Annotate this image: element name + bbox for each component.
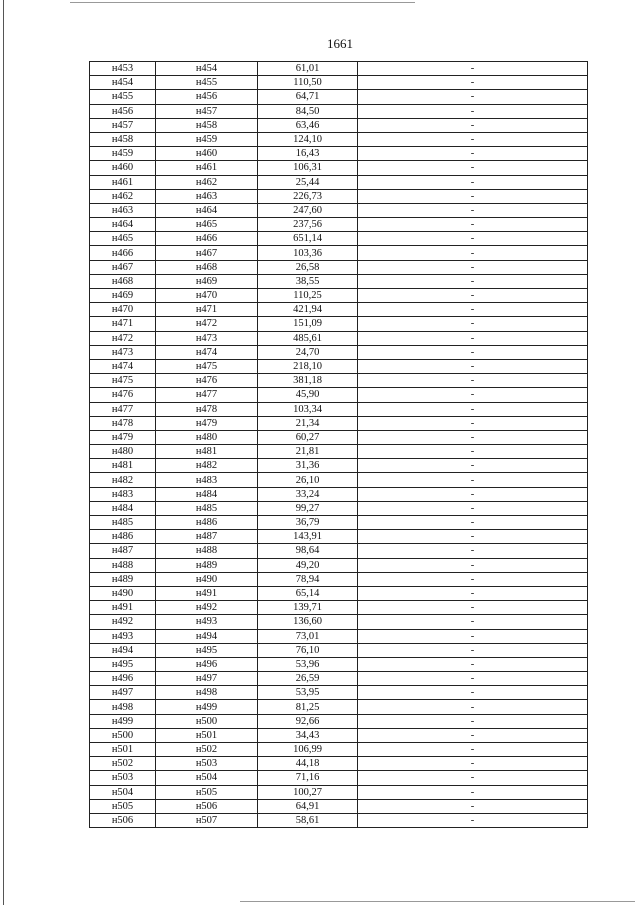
distance-cell: 84,50 [258, 104, 358, 118]
note-cell: - [358, 473, 588, 487]
note-cell: - [358, 260, 588, 274]
point-from-cell: н479 [90, 430, 156, 444]
distance-cell: 218,10 [258, 359, 358, 373]
distance-cell: 76,10 [258, 643, 358, 657]
point-from-cell: н466 [90, 246, 156, 260]
table-row [90, 147, 588, 161]
point-to-cell: н479 [156, 416, 258, 430]
note-cell: - [358, 743, 588, 757]
table-row [90, 615, 588, 629]
point-from-cell: н499 [90, 714, 156, 728]
point-from-cell: н505 [90, 799, 156, 813]
point-to-cell: н482 [156, 459, 258, 473]
note-cell: - [358, 189, 588, 203]
point-from-cell: н473 [90, 345, 156, 359]
distance-cell: 485,61 [258, 331, 358, 345]
distance-cell: 110,50 [258, 76, 358, 90]
note-cell: - [358, 714, 588, 728]
distance-cell: 81,25 [258, 700, 358, 714]
table-row [90, 132, 588, 146]
distance-cell: 421,94 [258, 303, 358, 317]
distance-cell: 100,27 [258, 785, 358, 799]
table-row [90, 572, 588, 586]
point-to-cell: н507 [156, 813, 258, 827]
note-cell: - [358, 232, 588, 246]
note-cell: - [358, 374, 588, 388]
point-to-cell: н477 [156, 388, 258, 402]
point-from-cell: н456 [90, 104, 156, 118]
table-row [90, 388, 588, 402]
note-cell: - [358, 487, 588, 501]
distance-cell: 24,70 [258, 345, 358, 359]
distance-cell: 36,79 [258, 516, 358, 530]
table-row [90, 218, 588, 232]
point-to-cell: н478 [156, 402, 258, 416]
point-from-cell: н487 [90, 544, 156, 558]
point-from-cell: н496 [90, 672, 156, 686]
point-to-cell: н506 [156, 799, 258, 813]
note-cell: - [358, 672, 588, 686]
scan-top-rule [70, 2, 415, 3]
distance-cell: 49,20 [258, 558, 358, 572]
point-from-cell: н471 [90, 317, 156, 331]
point-to-cell: н493 [156, 615, 258, 629]
point-to-cell: н485 [156, 501, 258, 515]
distance-cell: 65,14 [258, 586, 358, 600]
distance-cell: 71,16 [258, 771, 358, 785]
point-from-cell: н464 [90, 218, 156, 232]
point-from-cell: н467 [90, 260, 156, 274]
point-from-cell: н459 [90, 147, 156, 161]
distance-cell: 38,55 [258, 274, 358, 288]
note-cell: - [358, 728, 588, 742]
note-cell: - [358, 331, 588, 345]
table-row [90, 487, 588, 501]
point-to-cell: н500 [156, 714, 258, 728]
distance-cell: 92,66 [258, 714, 358, 728]
distance-cell: 78,94 [258, 572, 358, 586]
point-from-cell: н500 [90, 728, 156, 742]
note-cell: - [358, 643, 588, 657]
point-from-cell: н476 [90, 388, 156, 402]
point-from-cell: н494 [90, 643, 156, 657]
note-cell: - [358, 203, 588, 217]
point-to-cell: н455 [156, 76, 258, 90]
note-cell: - [358, 359, 588, 373]
point-from-cell: н472 [90, 331, 156, 345]
distance-cell: 26,59 [258, 672, 358, 686]
note-cell: - [358, 516, 588, 530]
distance-cell: 151,09 [258, 317, 358, 331]
point-to-cell: н498 [156, 686, 258, 700]
point-from-cell: н477 [90, 402, 156, 416]
note-cell: - [358, 90, 588, 104]
point-to-cell: н480 [156, 430, 258, 444]
note-cell: - [358, 132, 588, 146]
note-cell: - [358, 799, 588, 813]
point-from-cell: н492 [90, 615, 156, 629]
table-row [90, 700, 588, 714]
table-row [90, 203, 588, 217]
table-row [90, 374, 588, 388]
point-to-cell: н491 [156, 586, 258, 600]
note-cell: - [358, 445, 588, 459]
distance-cell: 33,24 [258, 487, 358, 501]
scan-bottom-rule [240, 901, 635, 902]
point-from-cell: н474 [90, 359, 156, 373]
note-cell: - [358, 161, 588, 175]
note-cell: - [358, 416, 588, 430]
distance-cell: 98,64 [258, 544, 358, 558]
point-from-cell: н462 [90, 189, 156, 203]
distance-cell: 60,27 [258, 430, 358, 444]
table-row [90, 189, 588, 203]
distance-cell: 73,01 [258, 629, 358, 643]
point-to-cell: н475 [156, 359, 258, 373]
point-to-cell: н465 [156, 218, 258, 232]
table-row [90, 62, 588, 76]
table-row [90, 757, 588, 771]
table-row [90, 785, 588, 799]
distance-cell: 53,96 [258, 657, 358, 671]
note-cell: - [358, 501, 588, 515]
point-from-cell: н504 [90, 785, 156, 799]
distance-cell: 31,36 [258, 459, 358, 473]
table-row [90, 118, 588, 132]
table-row [90, 459, 588, 473]
point-from-cell: н478 [90, 416, 156, 430]
table-row [90, 544, 588, 558]
point-from-cell: н455 [90, 90, 156, 104]
point-from-cell: н465 [90, 232, 156, 246]
table-row [90, 799, 588, 813]
distance-cell: 651,14 [258, 232, 358, 246]
point-from-cell: н503 [90, 771, 156, 785]
note-cell: - [358, 62, 588, 76]
table-row [90, 714, 588, 728]
table-row [90, 516, 588, 530]
point-from-cell: н488 [90, 558, 156, 572]
table-row [90, 530, 588, 544]
point-to-cell: н496 [156, 657, 258, 671]
point-to-cell: н459 [156, 132, 258, 146]
point-to-cell: н487 [156, 530, 258, 544]
distance-cell: 53,95 [258, 686, 358, 700]
distance-cell: 21,81 [258, 445, 358, 459]
point-to-cell: н467 [156, 246, 258, 260]
note-cell: - [358, 771, 588, 785]
note-cell: - [358, 303, 588, 317]
point-to-cell: н456 [156, 90, 258, 104]
note-cell: - [358, 615, 588, 629]
point-to-cell: н505 [156, 785, 258, 799]
table-row [90, 246, 588, 260]
table-row [90, 586, 588, 600]
note-cell: - [358, 657, 588, 671]
table-row [90, 260, 588, 274]
table-row [90, 232, 588, 246]
note-cell: - [358, 402, 588, 416]
point-from-cell: н491 [90, 601, 156, 615]
note-cell: - [358, 147, 588, 161]
point-from-cell: н480 [90, 445, 156, 459]
table-row [90, 643, 588, 657]
table-row [90, 686, 588, 700]
table-row [90, 430, 588, 444]
point-to-cell: н481 [156, 445, 258, 459]
point-to-cell: н499 [156, 700, 258, 714]
table-row [90, 672, 588, 686]
point-to-cell: н470 [156, 289, 258, 303]
distance-cell: 21,34 [258, 416, 358, 430]
point-from-cell: н489 [90, 572, 156, 586]
point-to-cell: н461 [156, 161, 258, 175]
page-number: 1661 [327, 36, 353, 51]
point-to-cell: н486 [156, 516, 258, 530]
point-from-cell: н470 [90, 303, 156, 317]
table-row [90, 175, 588, 189]
table-row [90, 743, 588, 757]
point-from-cell: н501 [90, 743, 156, 757]
point-from-cell: н486 [90, 530, 156, 544]
point-from-cell: н468 [90, 274, 156, 288]
distance-cell: 103,36 [258, 246, 358, 260]
point-to-cell: н501 [156, 728, 258, 742]
point-to-cell: н488 [156, 544, 258, 558]
note-cell: - [358, 289, 588, 303]
table-row [90, 345, 588, 359]
point-from-cell: н482 [90, 473, 156, 487]
note-cell: - [358, 785, 588, 799]
table-row [90, 90, 588, 104]
note-cell: - [358, 601, 588, 615]
note-cell: - [358, 572, 588, 586]
table-row [90, 303, 588, 317]
distance-cell: 58,61 [258, 813, 358, 827]
distance-cell: 139,71 [258, 601, 358, 615]
distance-cell: 124,10 [258, 132, 358, 146]
point-from-cell: н490 [90, 586, 156, 600]
point-to-cell: н462 [156, 175, 258, 189]
point-to-cell: н489 [156, 558, 258, 572]
point-from-cell: н497 [90, 686, 156, 700]
note-cell: - [358, 757, 588, 771]
distance-cell: 110,25 [258, 289, 358, 303]
note-cell: - [358, 175, 588, 189]
table-row [90, 501, 588, 515]
table-row [90, 317, 588, 331]
note-cell: - [358, 530, 588, 544]
point-to-cell: н471 [156, 303, 258, 317]
distance-cell: 226,73 [258, 189, 358, 203]
point-to-cell: н473 [156, 331, 258, 345]
point-to-cell: н503 [156, 757, 258, 771]
point-from-cell: н469 [90, 289, 156, 303]
distance-cell: 63,46 [258, 118, 358, 132]
point-from-cell: н485 [90, 516, 156, 530]
point-from-cell: н495 [90, 657, 156, 671]
note-cell: - [358, 459, 588, 473]
point-to-cell: н454 [156, 62, 258, 76]
boundary-segments-table [89, 61, 588, 828]
table-row [90, 402, 588, 416]
point-from-cell: н458 [90, 132, 156, 146]
point-to-cell: н494 [156, 629, 258, 643]
point-from-cell: н483 [90, 487, 156, 501]
distance-cell: 143,91 [258, 530, 358, 544]
table-row [90, 728, 588, 742]
distance-cell: 136,60 [258, 615, 358, 629]
table-row [90, 416, 588, 430]
note-cell: - [358, 104, 588, 118]
distance-cell: 26,10 [258, 473, 358, 487]
note-cell: - [358, 700, 588, 714]
distance-cell: 34,43 [258, 728, 358, 742]
note-cell: - [358, 544, 588, 558]
distance-cell: 381,18 [258, 374, 358, 388]
point-to-cell: н466 [156, 232, 258, 246]
scan-left-edge [3, 0, 4, 905]
point-from-cell: н498 [90, 700, 156, 714]
distance-cell: 61,01 [258, 62, 358, 76]
distance-cell: 44,18 [258, 757, 358, 771]
point-to-cell: н476 [156, 374, 258, 388]
distance-cell: 26,58 [258, 260, 358, 274]
distance-cell: 237,56 [258, 218, 358, 232]
point-to-cell: н460 [156, 147, 258, 161]
point-to-cell: н502 [156, 743, 258, 757]
distance-cell: 45,90 [258, 388, 358, 402]
point-to-cell: н463 [156, 189, 258, 203]
note-cell: - [358, 76, 588, 90]
point-to-cell: н457 [156, 104, 258, 118]
note-cell: - [358, 345, 588, 359]
note-cell: - [358, 813, 588, 827]
point-from-cell: н461 [90, 175, 156, 189]
point-from-cell: н453 [90, 62, 156, 76]
note-cell: - [358, 317, 588, 331]
table-row [90, 445, 588, 459]
distance-cell: 106,99 [258, 743, 358, 757]
distance-cell: 64,71 [258, 90, 358, 104]
table-row [90, 76, 588, 90]
point-from-cell: н460 [90, 161, 156, 175]
point-from-cell: н493 [90, 629, 156, 643]
point-from-cell: н481 [90, 459, 156, 473]
point-to-cell: н468 [156, 260, 258, 274]
note-cell: - [358, 629, 588, 643]
distance-cell: 16,43 [258, 147, 358, 161]
point-to-cell: н484 [156, 487, 258, 501]
point-from-cell: н506 [90, 813, 156, 827]
point-to-cell: н492 [156, 601, 258, 615]
point-from-cell: н484 [90, 501, 156, 515]
point-to-cell: н474 [156, 345, 258, 359]
table-row [90, 359, 588, 373]
point-to-cell: н458 [156, 118, 258, 132]
point-from-cell: н463 [90, 203, 156, 217]
table-row [90, 813, 588, 827]
point-to-cell: н504 [156, 771, 258, 785]
distance-cell: 99,27 [258, 501, 358, 515]
table-row [90, 629, 588, 643]
note-cell: - [358, 558, 588, 572]
table-row [90, 601, 588, 615]
note-cell: - [358, 586, 588, 600]
point-from-cell: н475 [90, 374, 156, 388]
point-to-cell: н490 [156, 572, 258, 586]
distance-cell: 103,34 [258, 402, 358, 416]
point-to-cell: н495 [156, 643, 258, 657]
point-from-cell: н502 [90, 757, 156, 771]
table-row [90, 657, 588, 671]
point-from-cell: н454 [90, 76, 156, 90]
table-row [90, 771, 588, 785]
table-row [90, 558, 588, 572]
distance-cell: 247,60 [258, 203, 358, 217]
table-row [90, 274, 588, 288]
table-row [90, 161, 588, 175]
table-row [90, 473, 588, 487]
point-from-cell: н457 [90, 118, 156, 132]
point-to-cell: н497 [156, 672, 258, 686]
note-cell: - [358, 388, 588, 402]
point-to-cell: н464 [156, 203, 258, 217]
note-cell: - [358, 246, 588, 260]
table-row [90, 331, 588, 345]
note-cell: - [358, 430, 588, 444]
note-cell: - [358, 218, 588, 232]
note-cell: - [358, 118, 588, 132]
table-row [90, 104, 588, 118]
table-body [90, 62, 588, 828]
distance-cell: 64,91 [258, 799, 358, 813]
point-to-cell: н472 [156, 317, 258, 331]
distance-cell: 106,31 [258, 161, 358, 175]
note-cell: - [358, 686, 588, 700]
point-to-cell: н469 [156, 274, 258, 288]
table-row [90, 289, 588, 303]
note-cell: - [358, 274, 588, 288]
distance-cell: 25,44 [258, 175, 358, 189]
point-to-cell: н483 [156, 473, 258, 487]
